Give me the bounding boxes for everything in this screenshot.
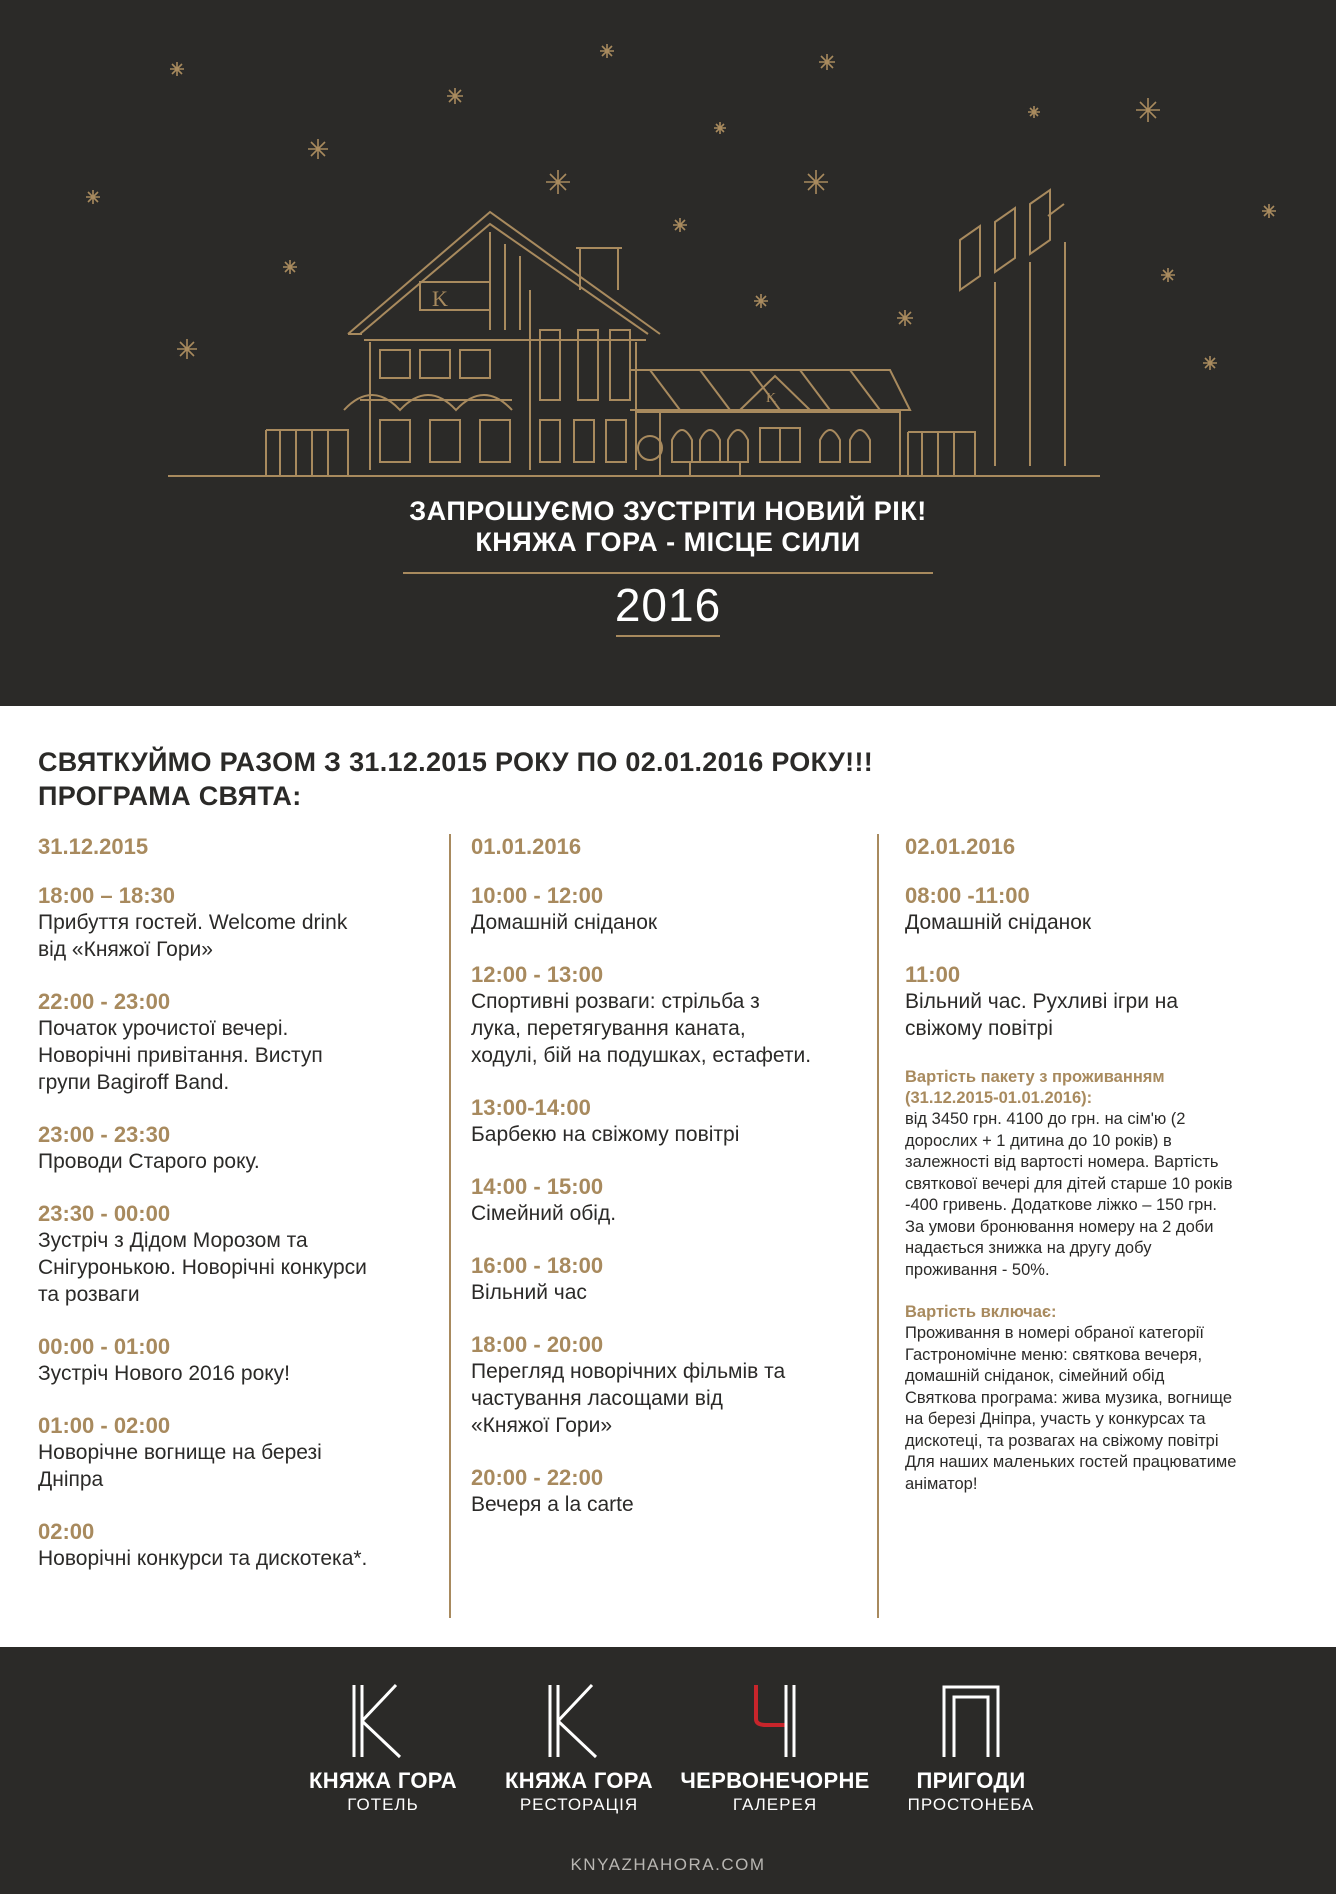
event-item [471, 1331, 871, 1439]
event-time: 23:30 - 00:00 [38, 1201, 171, 1226]
event-item [38, 1121, 438, 1175]
event-desc: Вечеря a la carte [471, 1493, 634, 1516]
event-desc: Проводи Старого року. [38, 1150, 260, 1173]
website-link[interactable]: KNYAZHAHORA.COM [570, 1855, 766, 1874]
brand-name: КНЯЖА ГОРА [309, 1768, 457, 1793]
event-desc: Перегляд новорічних фільмів та частування ласощами від «Княжої Гори» [471, 1360, 786, 1437]
hero-divider [403, 572, 933, 574]
event-item [471, 961, 871, 1069]
column-divider [877, 834, 879, 1618]
brand-gallery[interactable] [680, 1683, 870, 1815]
event-desc: Зустріч з Дідом Морозом та Снігуронькою. Новорічні конкурси та розваги [38, 1229, 367, 1306]
event-item [38, 1518, 438, 1572]
event-desc: Вільний час [471, 1281, 587, 1304]
hero-title-line2: КНЯЖА ГОРА - МІСЦЕ СИЛИ [475, 527, 861, 557]
brand-name: ЧЕРВОНЕЧОРНЕ [680, 1768, 870, 1793]
svg-text:K: K [432, 286, 448, 311]
event-desc: Барбекю на свіжому повітрі [471, 1123, 740, 1146]
event-time: 00:00 - 01:00 [38, 1334, 171, 1359]
event-item [471, 1094, 871, 1148]
brand-sub: РЕСТОРАЦІЯ [519, 1795, 639, 1814]
event-time: 12:00 - 13:00 [471, 962, 604, 987]
brand-sub: ГАЛЕРЕЯ [732, 1795, 818, 1814]
event-time: 22:00 - 23:00 [38, 989, 171, 1014]
p-letter-icon [936, 1683, 1006, 1759]
day-column-3 [905, 828, 1310, 1495]
day-date: 31.12.2015 [38, 834, 149, 859]
event-item [38, 1200, 438, 1308]
event-desc: Зустріч Нового 2016 року! [38, 1362, 291, 1385]
event-time: 08:00 -11:00 [905, 883, 1030, 908]
event-time: 16:00 - 18:00 [471, 1253, 604, 1278]
event-desc: Сімейний обід. [471, 1202, 617, 1225]
hero-year: 2016 [614, 579, 722, 631]
event-item [38, 1333, 438, 1387]
day-column-1 [38, 828, 438, 1597]
column-divider [449, 834, 451, 1618]
hero-banner [0, 0, 1336, 706]
event-time: 11:00 [905, 962, 961, 987]
package-includes-title: Вартість включає: [905, 1303, 1057, 1321]
event-desc: Новорічне вогнище на березі Дніпра [38, 1441, 322, 1491]
event-time: 18:00 – 18:30 [38, 883, 175, 908]
package-price [905, 1067, 1310, 1281]
brand-name: ПРИГОДИ [916, 1768, 1026, 1793]
program-heading-line1: СВЯТКУЙМО РАЗОМ З 31.12.2015 РОКУ ПО 02.01.2016 РОКУ!!! [38, 747, 874, 777]
event-desc: Домашній сніданок [471, 911, 658, 934]
event-item [905, 961, 1310, 1042]
brand-sub: ГОТЕЛЬ [347, 1795, 419, 1814]
event-time: 01:00 - 02:00 [38, 1413, 171, 1438]
brand-sub: ПРОСТОНЕБА [907, 1795, 1035, 1814]
brand-restaurant[interactable] [484, 1683, 674, 1815]
year-underline [616, 635, 720, 637]
brand-name: КНЯЖА ГОРА [505, 1768, 653, 1793]
brand-adventures[interactable] [876, 1683, 1066, 1815]
event-item [471, 1464, 871, 1518]
event-item [38, 1412, 438, 1493]
hero-title-line1: ЗАПРОШУЄМО ЗУСТРІТИ НОВИЙ РІК! [409, 496, 927, 526]
program-heading-line2: ПРОГРАМА СВЯТА: [38, 781, 302, 811]
event-time: 02:00 [38, 1519, 95, 1544]
package-includes [905, 1302, 1310, 1495]
event-time: 20:00 - 22:00 [471, 1465, 604, 1490]
event-desc: Спортивні розваги: стрільба з лука, перетягування каната, ходулі, бій на подушках, естафети. [471, 990, 812, 1067]
event-item [471, 1173, 871, 1227]
event-desc: Вільний час. Рухливі ігри на свіжому повітрі [905, 990, 1179, 1040]
program-heading [38, 745, 1298, 813]
event-time: 10:00 - 12:00 [471, 883, 604, 908]
event-time: 14:00 - 15:00 [471, 1174, 604, 1199]
event-item [471, 1252, 871, 1306]
k-letter-icon [348, 1683, 418, 1759]
event-desc: Прибуття гостей. Welcome drink від «Княжої Гори» [38, 911, 348, 961]
event-item [38, 882, 438, 963]
event-time: 13:00-14:00 [471, 1095, 591, 1120]
package-includes-text: Проживання в номері обраної категорії Гастрономічне меню: святкова вечеря, домашній сніданок, сімейний обід Святкова програма: жива музика, вогнище на березі Дніпра, участь у конкурсах та дискотеці, та розвагах на свіжому повітрі Для наших маленьких гостей працюватиме аніматор! [905, 1324, 1237, 1493]
event-desc: Домашній сніданок [905, 911, 1092, 934]
event-item [905, 882, 1310, 936]
day-date: 02.01.2016 [905, 834, 1016, 859]
event-time: 18:00 - 20:00 [471, 1332, 604, 1357]
package-price-title: Вартість пакету з проживанням (31.12.2015-01.01.2016): [905, 1068, 1165, 1107]
ch-letter-icon [740, 1683, 810, 1759]
snowflake-icon [86, 44, 1276, 370]
package-price-text: від 3450 грн. 4100 до грн. на сім'ю (2 дорослих + 1 дитина до 10 років) в залежності від вартості номера. Вартість святкової вечері для дітей старше 10 років -400 гривень. Додаткове ліжко – 150 грн. За умови бронювання номеру на 2 доби надається знижка на другу добу проживання - 50%. [905, 1110, 1233, 1279]
event-desc: Новорічні конкурси та дискотека*. [38, 1547, 368, 1570]
day-date: 01.01.2016 [471, 834, 582, 859]
svg-text:K: K [766, 391, 777, 406]
footer [0, 1647, 1336, 1894]
k-letter-icon [544, 1683, 614, 1759]
event-item [471, 882, 871, 936]
event-desc: Початок урочистої вечері. Новорічні привітання. Виступ групи Bagiroff Band. [38, 1017, 323, 1094]
brand-hotel[interactable] [288, 1683, 478, 1815]
event-time: 23:00 - 23:30 [38, 1122, 171, 1147]
event-item [38, 988, 438, 1096]
day-column-2 [471, 828, 871, 1543]
